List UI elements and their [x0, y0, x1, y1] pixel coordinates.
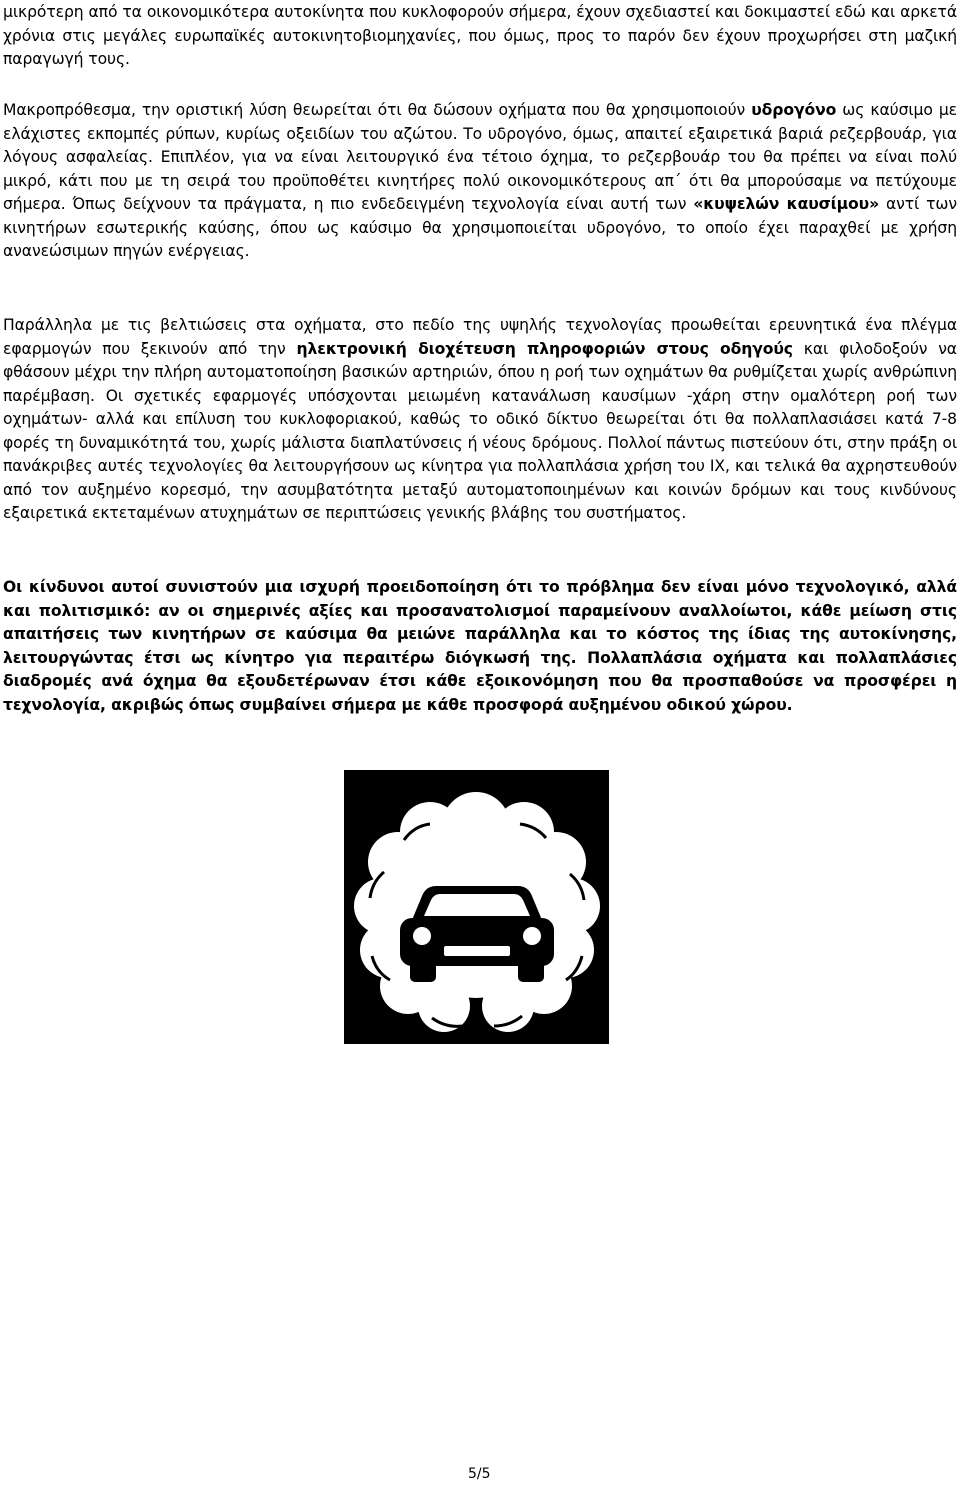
bold-text-run: «κυψελών καυσίμου» [693, 195, 880, 213]
paragraph-intro-continuation [3, 1, 957, 72]
text-run: μικρότερη από τα οικονομικότερα αυτοκίνητα που κυκλοφορούν σήμερα, έχουν σχεδιαστεί και δοκιμαστεί εδώ και αρκετά χρόνια στις μεγάλες ευρωπαϊκές αυτοκινητοβιομηχανίες, που όμως, προς το παρόν δεν έχουν προχωρήσει στη μαζική παραγωγή τους. [3, 3, 957, 68]
text-run: και φιλοδοξούν να φθάσουν μέχρι την πλήρη αυτοματοποίηση βασικών αρτηριών, όπου η ροή των οχημάτων θα ρυθμίζεται χωρίς ανθρώπινη παρέμβαση. Οι σχετικές εφαρμογές υπόσχονται μειωμένη κατανάλωση καυσίμων -χάρη στην ομαλότερη ροή των οχημάτων- αλλά και επίλυση του κυκλοφοριακού, καθώς το οδικό δίκτυο θεωρείται ότι θα πολλαπλασιάσει κατά 7-8 φορές τη δυναμικότητά του, χωρίς μάλιστα διαπλατύνσεις ή νέους δρόμους. Πολλοί πάντως πιστεύουν ότι, στην πράξη οι πανάκριβες αυτές τεχνολογίες θα λειτουργήσουν ως κίνητρα για πολλαπλάσια χρήση του ΙΧ, και τελικά θα αχρηστευθούν από τον αυξημένο κορεσμό, την ασυμβατότητα μεταξύ αυτοματοποιημένων και κοινών δρόμων και τους κινδύνους εξαιρετικά εκτεταμένων ατυχημάτων σε περιπτώσεις γενικής βλάβης του συστήματος. [3, 339, 957, 522]
paragraph-driver-information [3, 314, 957, 526]
bold-text-run: Οι κίνδυνοι αυτοί συνιστούν μια ισχυρή προειδοποίηση ότι το πρόβλημα δεν είναι μόνο τεχνολογικό, αλλά και πολιτισμικό: αν οι σημερινές αξίες και προσανατολισμοί παραμείνουν αναλλοίωτοι, κάθε μείωση στις απαιτήσεις των κινητήρων σε καύσιμα θα μειώνε παράλληλα και το κόστος της ίδιας της αυτοκίνησης, λειτουργώντας έτσι ως κίνητρο για περαιτέρω διόγκωσή της. Πολλαπλάσια οχήματα και πολλαπλάσιες διαδρομές ανά όχημα θα εξουδετέρωναν έτσι κάθε εξοικονόμηση που θα προσπαθούσε να προσφέρει η τεχνολογία, ακριβώς όπως συμβαίνει σήμερα με κάθε προσφορά αυξημένου οδικού χώρου. [3, 578, 957, 714]
bold-text-run: ηλεκτρονική διοχέτευση πληροφοριών στους οδηγούς [296, 339, 793, 358]
text-run: ως καύσιμο με ελάχιστες εκπομπές ρύπων, κυρίως οξειδίων του αζώτου. Το υδρογόνο, όμως, απαιτεί εξαιρετικά βαριά ρεζερβουάρ, για λόγους ασφαλείας. Επιπλέον, για να είναι λειτουργικό ένα τέτοιο όχημα, το ρεζερβουάρ του θα πρέπει να είναι πολύ μικρό, κάτι που με τη σειρά του προϋποθέτει κινητήρες πολύ οικονομικότερους απ΄ ότι θα μπορούσαμε να πετύχουμε σήμερα. Όπως δείχνουν τα πράγματα, η πιο ενδεδειγμένη τεχνολογία είναι αυτή των [3, 101, 958, 213]
paragraph-hydrogen [3, 99, 957, 264]
bold-text-run: υδρογόνο [751, 101, 837, 119]
text-run: Μακροπρόθεσμα, την οριστική λύση θεωρείται ότι θα δώσουν οχήματα που θα χρησιμοποιούν [3, 101, 752, 119]
page-number: 5/5 [468, 1466, 491, 1482]
car-in-smoke-cloud-icon [344, 770, 609, 1044]
text-run: Παράλληλα με τις βελτιώσεις στα οχήματα, στο πεδίο της υψηλής τεχνολογίας προωθείται ερευνητικά ένα πλέγμα εφαρμογών που ξεκινούν από την [3, 316, 957, 358]
text-run: αντί των κινητήρων εσωτερικής καύσης, όπου ως καύσιμο θα χρησιμοποιείται υδρογόνο, το οποίο έχει παραχθεί με χρήση ανανεώσιμων πηγών ενέργειας. [3, 195, 957, 260]
paragraph-warning [3, 576, 957, 717]
